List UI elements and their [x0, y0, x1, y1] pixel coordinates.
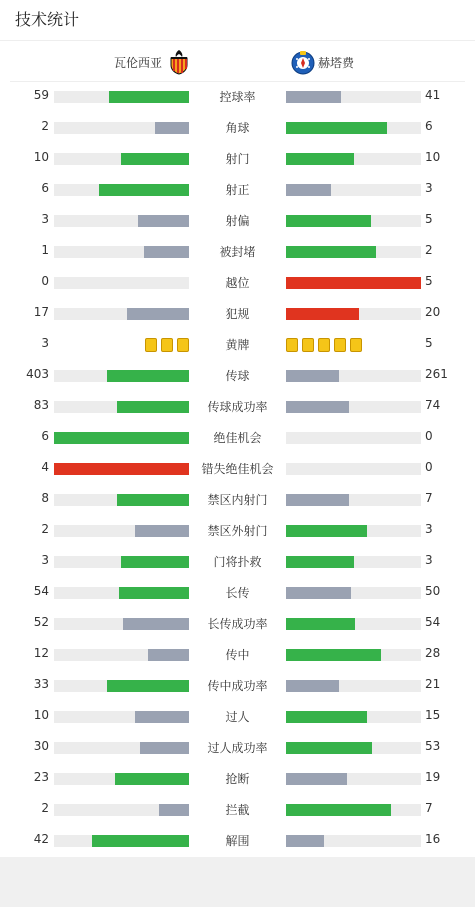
home-value: 2 [41, 522, 49, 536]
away-value: 50 [425, 584, 441, 598]
stat-row [0, 112, 475, 143]
home-bar-fill [109, 91, 189, 103]
away-bar-fill [286, 711, 367, 723]
away-value: 3 [425, 181, 433, 195]
home-bar-track [54, 184, 189, 196]
stat-row [0, 546, 475, 577]
stat-row [0, 670, 475, 701]
stat-label: 过人成功率 [207, 741, 268, 755]
away-bar-fill [286, 184, 331, 196]
away-team-name: 赫塔费 [318, 55, 355, 70]
home-value: 33 [33, 677, 49, 691]
away-bar-track [286, 680, 421, 692]
away-value: 5 [425, 212, 433, 226]
home-bar-track [54, 649, 189, 661]
stat-row [0, 639, 475, 670]
away-bar-track [286, 804, 421, 816]
away-bar-track [286, 773, 421, 785]
away-value: 5 [425, 274, 433, 288]
home-bar-track [54, 587, 189, 599]
stat-label: 传球 [225, 369, 250, 383]
home-bar-track [54, 773, 189, 785]
home-bar-fill [54, 463, 189, 475]
valencia-crest-icon [167, 49, 191, 75]
away-value: 261 [425, 367, 448, 381]
yellow-card-icon [161, 338, 173, 352]
home-value: 54 [33, 584, 49, 598]
home-bar-fill [121, 556, 189, 568]
yellow-card-icon [145, 338, 157, 352]
away-bar-fill [286, 215, 371, 227]
stat-label: 绝佳机会 [213, 431, 262, 445]
away-value: 2 [425, 243, 433, 257]
home-value: 52 [33, 615, 49, 629]
away-value: 74 [425, 398, 441, 412]
away-value: 0 [425, 460, 433, 474]
page-title: 技术统计 [15, 10, 80, 29]
away-bar-fill [286, 494, 349, 506]
away-bar-fill [286, 804, 391, 816]
home-value: 6 [41, 429, 49, 443]
away-value: 16 [425, 832, 441, 846]
stat-label: 控球率 [219, 90, 256, 104]
stat-row [0, 577, 475, 608]
stat-row [0, 794, 475, 825]
away-bar-track [286, 711, 421, 723]
home-bar-track [54, 525, 189, 537]
away-bar-fill [286, 401, 349, 413]
stat-label: 传球成功率 [207, 400, 268, 414]
away-value: 53 [425, 739, 441, 753]
away-bar-fill [286, 649, 381, 661]
home-bar-track [54, 277, 189, 289]
yellow-card-icon [318, 338, 330, 352]
home-value: 10 [33, 150, 49, 164]
stat-row [0, 174, 475, 205]
away-bar-track [286, 649, 421, 661]
yellow-card-icon [302, 338, 314, 352]
stat-label: 禁区内射门 [207, 493, 268, 507]
away-bar-fill [286, 556, 354, 568]
stat-row [0, 360, 475, 391]
home-bar-fill [135, 525, 189, 537]
away-bar-track [286, 463, 421, 475]
stat-row [0, 267, 475, 298]
home-bar-track [54, 122, 189, 134]
away-bar-track [286, 370, 421, 382]
away-bar-track [286, 494, 421, 506]
away-value: 20 [425, 305, 441, 319]
stat-label: 犯规 [225, 307, 250, 321]
stat-row [0, 329, 475, 360]
home-value: 12 [33, 646, 49, 660]
stat-row [0, 763, 475, 794]
away-bar-track [286, 91, 421, 103]
away-bar-track [286, 122, 421, 134]
stat-label: 解围 [225, 834, 250, 848]
away-team[interactable] [291, 48, 354, 76]
yellow-card-icon [177, 338, 189, 352]
stat-label: 门将扑救 [213, 555, 262, 569]
home-bar-track [54, 742, 189, 754]
home-bar-track [54, 835, 189, 847]
home-bar-track [54, 215, 189, 227]
away-bar-track [286, 835, 421, 847]
away-bar-track [286, 432, 421, 444]
home-bar-fill [144, 246, 189, 258]
home-bar-track [54, 432, 189, 444]
away-bar-fill [286, 835, 324, 847]
away-bar-fill [286, 525, 367, 537]
stat-label: 射正 [225, 183, 250, 197]
home-bar-track [54, 153, 189, 165]
home-bar-track [54, 370, 189, 382]
home-value: 8 [41, 491, 49, 505]
stat-label: 角球 [225, 121, 250, 135]
home-value: 403 [26, 367, 49, 381]
home-value: 17 [33, 305, 49, 319]
away-bar-fill [286, 587, 351, 599]
away-value: 5 [425, 336, 433, 350]
stat-row [0, 298, 475, 329]
stat-row [0, 81, 475, 112]
away-value: 15 [425, 708, 441, 722]
home-value: 1 [41, 243, 49, 257]
away-bar-track [286, 525, 421, 537]
home-bar-fill [117, 401, 189, 413]
away-bar-fill [286, 122, 387, 134]
stat-label: 长传 [225, 586, 250, 600]
divider [0, 40, 475, 41]
away-value: 10 [425, 150, 441, 164]
away-bar-fill [286, 246, 376, 258]
stat-label: 传中 [225, 648, 250, 662]
home-bar-track [54, 680, 189, 692]
stat-row [0, 422, 475, 453]
home-value: 10 [33, 708, 49, 722]
home-bar-track [54, 556, 189, 568]
home-bar-fill [92, 835, 189, 847]
home-bar-track [54, 308, 189, 320]
away-value: 41 [425, 88, 441, 102]
away-bar-track [286, 618, 421, 630]
stat-label: 被封堵 [219, 245, 256, 259]
away-value: 28 [425, 646, 441, 660]
away-value: 54 [425, 615, 441, 629]
home-bar-fill [107, 370, 189, 382]
home-bar-fill [121, 153, 189, 165]
away-bar-fill [286, 91, 341, 103]
away-bar-track [286, 556, 421, 568]
away-value: 21 [425, 677, 441, 691]
stat-label: 错失绝佳机会 [201, 462, 274, 476]
away-bar-track [286, 215, 421, 227]
home-value: 0 [41, 274, 49, 288]
away-bar-track [286, 742, 421, 754]
away-bar-fill [286, 742, 372, 754]
stat-label: 长传成功率 [207, 617, 268, 631]
away-bar-track [286, 401, 421, 413]
home-bar-fill [54, 432, 189, 444]
home-bar-track [54, 91, 189, 103]
yellow-card-icon [350, 338, 362, 352]
home-bar-fill [135, 711, 189, 723]
stat-row [0, 391, 475, 422]
home-bar-fill [127, 308, 189, 320]
away-value: 7 [425, 801, 433, 815]
stat-label: 过人 [225, 710, 250, 724]
stat-row [0, 608, 475, 639]
stat-label: 黄牌 [225, 338, 250, 352]
away-bar-fill [286, 153, 354, 165]
away-bar-fill [286, 370, 339, 382]
home-value: 3 [41, 553, 49, 567]
stat-row [0, 732, 475, 763]
home-bar-track [54, 804, 189, 816]
away-bar-fill [286, 773, 347, 785]
home-value: 3 [41, 212, 49, 226]
home-bar-track [54, 618, 189, 630]
stat-label: 抢断 [225, 772, 250, 786]
away-bar-track [286, 246, 421, 258]
away-value: 6 [425, 119, 433, 133]
stat-row [0, 515, 475, 546]
stat-row [0, 484, 475, 515]
home-team-name: 瓦伦西亚 [114, 55, 163, 70]
home-value: 83 [33, 398, 49, 412]
home-bar-track [54, 246, 189, 258]
stat-row [0, 825, 475, 856]
away-bar-fill [286, 308, 359, 320]
getafe-crest-icon [291, 49, 315, 75]
away-bar-track [286, 153, 421, 165]
stat-label: 越位 [225, 276, 250, 290]
home-value: 23 [33, 770, 49, 784]
stat-label: 射门 [225, 152, 250, 166]
away-bar-fill [286, 277, 421, 289]
home-bar-track [54, 401, 189, 413]
stat-row [0, 143, 475, 174]
away-value: 0 [425, 429, 433, 443]
away-value: 3 [425, 522, 433, 536]
stat-label: 禁区外射门 [207, 524, 268, 538]
home-team[interactable] [114, 48, 191, 76]
home-bar-fill [117, 494, 189, 506]
home-bar-track [54, 711, 189, 723]
home-bar-fill [115, 773, 189, 785]
yellow-card-icon [334, 338, 346, 352]
home-yellow-cards [141, 338, 189, 352]
home-bar-fill [107, 680, 189, 692]
home-value: 30 [33, 739, 49, 753]
home-value: 2 [41, 119, 49, 133]
home-value: 59 [33, 88, 49, 102]
away-value: 3 [425, 553, 433, 567]
away-value: 7 [425, 491, 433, 505]
home-value: 42 [33, 832, 49, 846]
home-bar-fill [148, 649, 189, 661]
home-bar-track [54, 494, 189, 506]
home-bar-fill [140, 742, 189, 754]
home-bar-fill [123, 618, 189, 630]
stat-row [0, 701, 475, 732]
away-bar-fill [286, 680, 339, 692]
away-bar-fill [286, 618, 355, 630]
home-value: 6 [41, 181, 49, 195]
home-bar-fill [99, 184, 189, 196]
home-bar-fill [119, 587, 189, 599]
stat-label: 射偏 [225, 214, 250, 228]
yellow-card-icon [286, 338, 298, 352]
home-value: 3 [41, 336, 49, 350]
home-value: 2 [41, 801, 49, 815]
home-value: 4 [41, 460, 49, 474]
home-bar-fill [159, 804, 189, 816]
away-bar-track [286, 308, 421, 320]
stat-label: 拦截 [225, 803, 250, 817]
stat-row [0, 205, 475, 236]
away-bar-track [286, 587, 421, 599]
stat-label: 传中成功率 [207, 679, 268, 693]
away-yellow-cards [286, 338, 366, 352]
home-bar-fill [155, 122, 189, 134]
stat-row [0, 236, 475, 267]
away-bar-track [286, 184, 421, 196]
away-bar-track [286, 277, 421, 289]
stat-row [0, 453, 475, 484]
home-bar-fill [138, 215, 189, 227]
home-bar-track [54, 463, 189, 475]
away-value: 19 [425, 770, 441, 784]
